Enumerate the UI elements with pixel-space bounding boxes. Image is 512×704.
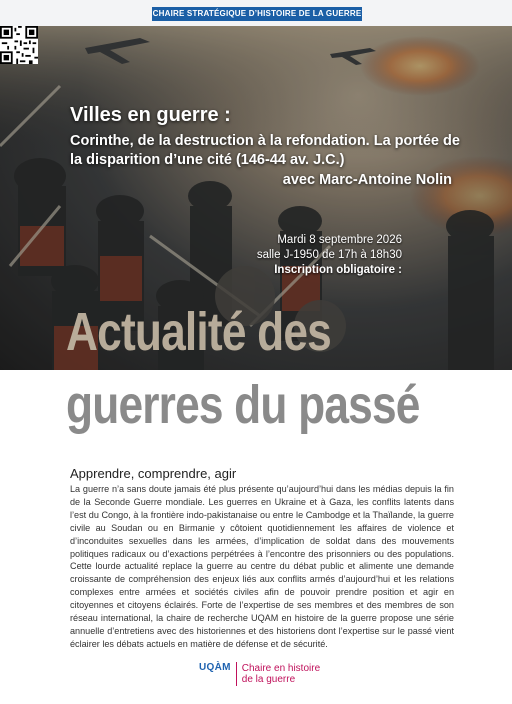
uqam-logo-text: UQÀM — [199, 662, 237, 686]
event-registration: Inscription obligatoire : — [274, 264, 402, 276]
event-title: Villes en guerre : — [70, 104, 231, 126]
chair-name-line2: de la guerre — [241, 674, 296, 685]
chair-name-line1: Chaire en histoire — [241, 663, 321, 674]
uqam-chair-logo — [199, 661, 320, 687]
series-title-line1: Actualité des — [66, 302, 331, 362]
header-band: CHAIRE STRATÉGIQUE D’HISTOIRE DE LA GUERRE — [152, 7, 362, 21]
event-details — [257, 233, 402, 278]
section-heading: Apprendre, comprendre, agir — [70, 466, 237, 481]
description-paragraph: La guerre n’a sans doute jamais été plus présente qu’aujourd’hui dans les médias depuis la fin de la Seconde Guerre mondiale. Les guerres en Ukraine et à Gaza, les conflits latents dans l’est du Congo, à la frontière indo-pakistanaise ou entre le Cambodge et la Thaïlande, la guerre civile au Soudan ou en Birmanie y côtoient quotidiennement les affaires de violence et d’inconduites sexuelles dans les armées, d’implication de soldat dans des mouvements politiques radicaux ou d’exactions perpétrées à l’encontre des prisonniers ou des populations. Cette lourde actualité replace la guerre au centre du débat public et alimente une demande croissante de compréhension des enjeux liés aux conflits armés d’aujourd’hui et les relations complexes entre armées et sociétés civiles afin de pouvoir prendre position et agir en citoyennes et citoyens éclairés. Forte de l’expertise de ses membres et des membres de son réseau international, la chaire de recherche UQAM en histoire de la guerre propose une série annuelle d’entretiens avec des historiennes et des historiens dont l’expertise sur le passé vient éclairer les débats actuels en matière de défense et de sécurité. — [70, 484, 454, 649]
chair-name — [237, 663, 320, 685]
event-subtitle: Corinthe, de la destruction à la refondation. La portée de la disparition d’une cité (146-44 av. J.C.) — [70, 133, 460, 168]
top-bar — [0, 0, 512, 26]
event-speaker: avec Marc-Antoine Nolin — [282, 172, 452, 188]
registration-qr-code[interactable] — [0, 26, 38, 64]
event-place-time: salle J-1950 de 17h à 18h30 — [256, 249, 402, 261]
series-title-line2: guerres du passé — [66, 375, 420, 435]
event-date: Mardi 8 septembre 2026 — [277, 234, 402, 246]
